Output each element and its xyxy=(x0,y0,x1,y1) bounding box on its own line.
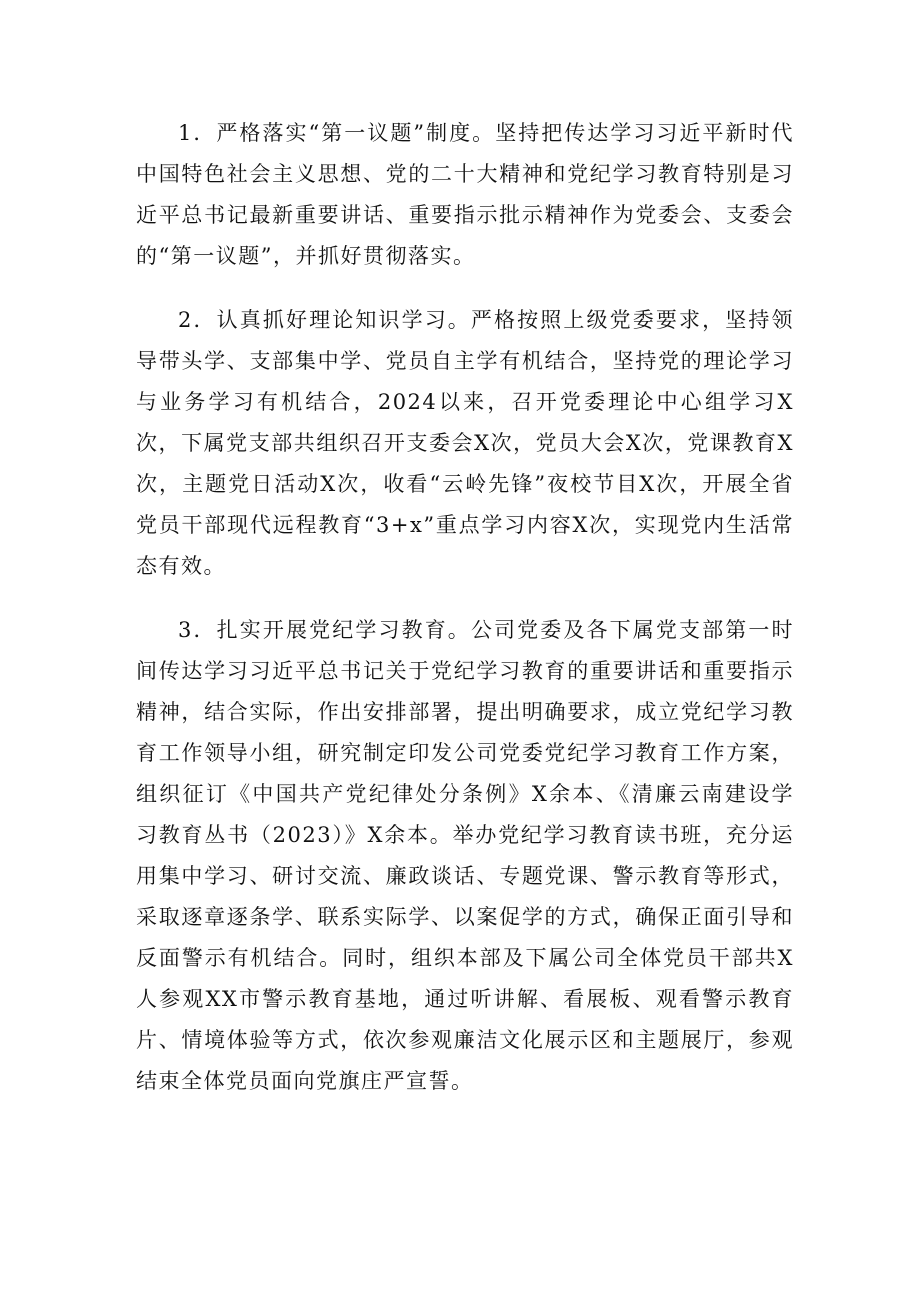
document-body xyxy=(136,113,794,1125)
paragraph-1: 1．严格落实“第一议题”制度。坚持把传达学习习近平新时代中国特色社会主义思想、党的二十大精神和党纪学习教育特别是习近平总书记最新重要讲话、重要指示批示精神作为党委会、支委会的“第一议题”，并抓好贯彻落实。 xyxy=(136,121,794,268)
paragraph-2: 2．认真抓好理论知识学习。严格按照上级党委要求，坚持领导带头学、支部集中学、党员自主学有机结合，坚持党的理论学习与业务学习有机结合，2024以来，召开党委理论中心组学习X次，下属党支部共组织召开支委会X次，党员大会X次，党课教育X次，主题党日活动X次，收看“云岭先锋”夜校节目X次，开展全省党员干部现代远程教育“3+x”重点学习内容X次，实现党内生活常态有效。 xyxy=(136,308,794,578)
paragraph-3: 3．扎实开展党纪学习教育。公司党委及各下属党支部第一时间传达学习习近平总书记关于党纪学习教育的重要讲话和重要指示精神，结合实际，作出安排部署，提出明确要求，成立党纪学习教育工作领导小组，研究制定印发公司党委党纪学习教育工作方案，组织征订《中国共产党纪律处分条例》X余本、《清廉云南建设学习教育丛书（2023）》X余本。举办党纪学习教育读书班，充分运用集中学习、研讨交流、廉政谈话、专题党课、警示教育等形式，采取逐章逐条学、联系实际学、以案促学的方式，确保正面引导和反面警示有机结合。同时，组织本部及下属公司全体党员干部共X人参观XX市警示教育基地，通过听讲解、看展板、观看警示教育片、情境体验等方式，依次参观廉洁文化展示区和主题展厅，参观结束全体党员面向党旗庄严宣誓。 xyxy=(136,618,794,1093)
